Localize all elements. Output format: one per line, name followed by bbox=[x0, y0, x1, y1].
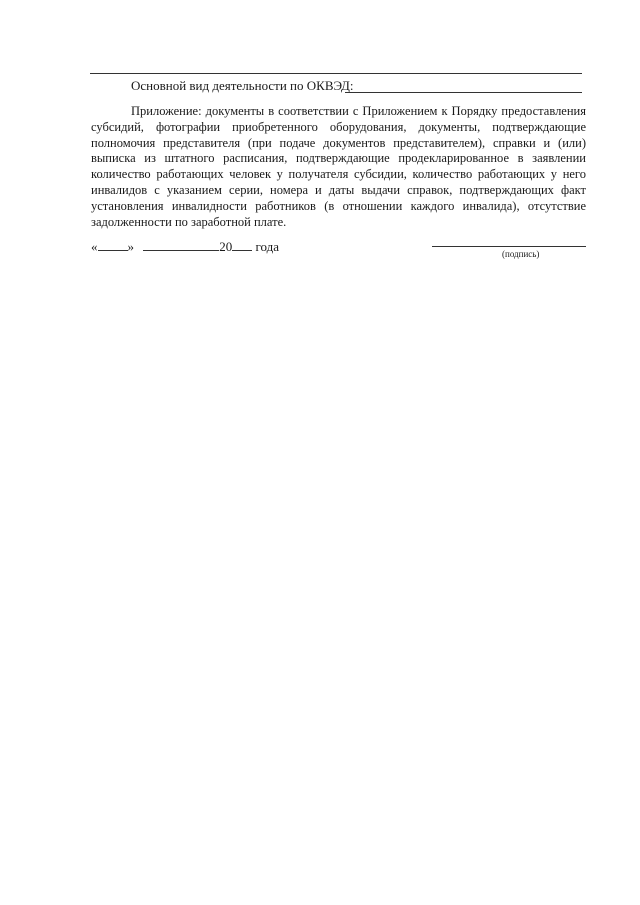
year-blank bbox=[232, 238, 252, 251]
top-rule bbox=[90, 73, 582, 74]
appendix-paragraph: Приложение: документы в соответствии с Приложением к Порядку предоставления субсидий, фотографии приобретенного оборудования, документы, подтверждающие полномочия представителя (при подаче документов представителем), справки и (или) выписка из штатного расписания, подтверждающие продекларированное в заявлении количество работающих человек у получателя субсидии, количество работающих у него инвалидов с указанием серии, номера и даты выдачи справок, подтверждающих факт установления инвалидности работников (в отношении каждого инвалида), отсутствие задолженности по заработной плате. bbox=[91, 104, 586, 229]
day-blank bbox=[98, 238, 128, 251]
okved-label: Основной вид деятельности по ОКВЭД: bbox=[131, 78, 354, 93]
date-line bbox=[91, 238, 279, 255]
signature-line bbox=[432, 246, 586, 247]
year-suffix: года bbox=[255, 239, 280, 254]
okved-blank bbox=[345, 92, 582, 93]
date-open-quote: « bbox=[91, 239, 98, 254]
date-close-quote: » bbox=[127, 239, 134, 254]
month-blank bbox=[143, 238, 219, 251]
signature-caption: (подпись) bbox=[502, 249, 540, 259]
okved-line bbox=[131, 78, 353, 94]
year-prefix: 20 bbox=[219, 239, 233, 254]
